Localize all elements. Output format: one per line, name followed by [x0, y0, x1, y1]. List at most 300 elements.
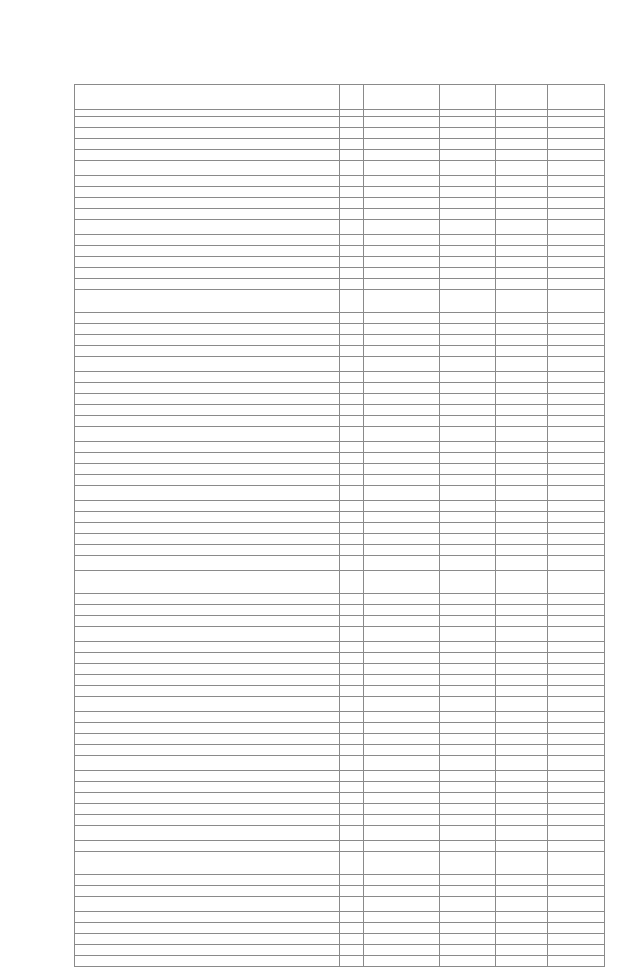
cell-approved: [440, 793, 496, 804]
cell-approved: [440, 501, 496, 512]
cell-classification-code: [364, 486, 440, 501]
cell-classification-code: [364, 464, 440, 475]
cell-name: [75, 475, 340, 486]
cell-approved: [440, 897, 496, 912]
cell-line-code: [340, 826, 364, 841]
cell-classification-code: [364, 405, 440, 416]
cell-classification-code: [364, 394, 440, 405]
cell-name: [75, 150, 340, 161]
cell-line-code: [340, 150, 364, 161]
cell-unexecuted: [548, 534, 605, 545]
cell-unexecuted: [548, 556, 605, 571]
cell-unexecuted: [548, 235, 605, 246]
cell-executed: [496, 534, 548, 545]
cell-classification-code: [364, 117, 440, 128]
cell-approved: [440, 246, 496, 257]
table-row: [75, 128, 605, 139]
cell-approved: [440, 712, 496, 723]
cell-executed: [496, 912, 548, 923]
cell-approved: [440, 756, 496, 771]
table-row: [75, 664, 605, 675]
cell-line-code: [340, 453, 364, 464]
table-row: [75, 324, 605, 335]
cell-name: [75, 594, 340, 605]
table-row: [75, 627, 605, 642]
cell-classification-code: [364, 594, 440, 605]
cell-classification-code: [364, 475, 440, 486]
table-row: [75, 139, 605, 150]
cell-unexecuted: [548, 627, 605, 642]
cell-line-code: [340, 324, 364, 335]
cell-approved: [440, 383, 496, 394]
cell-line-code: [340, 290, 364, 313]
cell-approved: [440, 442, 496, 453]
cell-name: [75, 686, 340, 697]
cell-classification-code: [364, 756, 440, 771]
cell-unexecuted: [548, 150, 605, 161]
cell-approved: [440, 875, 496, 886]
cell-classification-code: [364, 187, 440, 198]
cell-unexecuted: [548, 257, 605, 268]
cell-executed: [496, 745, 548, 756]
cell-approved: [440, 313, 496, 324]
cell-line-code: [340, 642, 364, 653]
column-number: [548, 110, 605, 117]
cell-unexecuted: [548, 405, 605, 416]
cell-name: [75, 605, 340, 616]
table-row: [75, 571, 605, 594]
cell-line-code: [340, 756, 364, 771]
cell-approved: [440, 209, 496, 220]
cell-executed: [496, 675, 548, 686]
cell-classification-code: [364, 826, 440, 841]
cell-line-code: [340, 220, 364, 235]
table-row: [75, 782, 605, 793]
cell-approved: [440, 771, 496, 782]
cell-line-code: [340, 771, 364, 782]
cell-executed: [496, 771, 548, 782]
header-classification-code: [364, 85, 440, 110]
cell-classification-code: [364, 675, 440, 686]
cell-name: [75, 534, 340, 545]
column-number: [340, 110, 364, 117]
table-row: [75, 556, 605, 571]
cell-name: [75, 416, 340, 427]
cell-unexecuted: [548, 220, 605, 235]
cell-unexecuted: [548, 453, 605, 464]
table-row: [75, 642, 605, 653]
cell-unexecuted: [548, 161, 605, 176]
cell-name: [75, 290, 340, 313]
table-row: [75, 675, 605, 686]
table-body: [75, 117, 605, 967]
cell-name: [75, 627, 340, 642]
column-number: [75, 110, 340, 117]
table-row: [75, 464, 605, 475]
cell-name: [75, 512, 340, 523]
cell-unexecuted: [548, 642, 605, 653]
cell-unexecuted: [548, 712, 605, 723]
cell-approved: [440, 934, 496, 945]
cell-unexecuted: [548, 793, 605, 804]
cell-unexecuted: [548, 290, 605, 313]
cell-approved: [440, 745, 496, 756]
table-row: [75, 712, 605, 723]
table-row: [75, 734, 605, 745]
header-approved: [440, 85, 496, 110]
cell-name: [75, 556, 340, 571]
cell-executed: [496, 875, 548, 886]
section-title: [74, 62, 604, 74]
cell-name: [75, 117, 340, 128]
cell-executed: [496, 117, 548, 128]
cell-executed: [496, 642, 548, 653]
cell-line-code: [340, 841, 364, 852]
cell-classification-code: [364, 616, 440, 627]
cell-classification-code: [364, 139, 440, 150]
cell-classification-code: [364, 912, 440, 923]
cell-executed: [496, 453, 548, 464]
cell-approved: [440, 627, 496, 642]
table-row: [75, 268, 605, 279]
table-row: [75, 187, 605, 198]
table-row: [75, 161, 605, 176]
cell-executed: [496, 923, 548, 934]
table-row: [75, 486, 605, 501]
table-row: [75, 416, 605, 427]
cell-approved: [440, 815, 496, 826]
cell-classification-code: [364, 324, 440, 335]
cell-line-code: [340, 571, 364, 594]
cell-approved: [440, 841, 496, 852]
cell-approved: [440, 545, 496, 556]
cell-line-code: [340, 486, 364, 501]
cell-line-code: [340, 616, 364, 627]
cell-classification-code: [364, 841, 440, 852]
cell-name: [75, 486, 340, 501]
cell-name: [75, 220, 340, 235]
cell-executed: [496, 815, 548, 826]
table-column-numbers-row: [75, 110, 605, 117]
cell-name: [75, 405, 340, 416]
cell-name: [75, 886, 340, 897]
cell-name: [75, 923, 340, 934]
cell-executed: [496, 486, 548, 501]
cell-approved: [440, 220, 496, 235]
cell-line-code: [340, 139, 364, 150]
cell-approved: [440, 826, 496, 841]
cell-line-code: [340, 686, 364, 697]
cell-name: [75, 616, 340, 627]
cell-classification-code: [364, 697, 440, 712]
table-row: [75, 290, 605, 313]
cell-line-code: [340, 313, 364, 324]
cell-unexecuted: [548, 139, 605, 150]
cell-line-code: [340, 257, 364, 268]
cell-classification-code: [364, 771, 440, 782]
cell-executed: [496, 826, 548, 841]
cell-executed: [496, 139, 548, 150]
cell-classification-code: [364, 886, 440, 897]
cell-unexecuted: [548, 268, 605, 279]
cell-unexecuted: [548, 653, 605, 664]
cell-classification-code: [364, 512, 440, 523]
cell-classification-code: [364, 723, 440, 734]
cell-unexecuted: [548, 523, 605, 534]
cell-unexecuted: [548, 852, 605, 875]
cell-approved: [440, 324, 496, 335]
table-row: [75, 346, 605, 357]
cell-unexecuted: [548, 804, 605, 815]
cell-name: [75, 235, 340, 246]
cell-executed: [496, 852, 548, 875]
cell-name: [75, 427, 340, 442]
cell-executed: [496, 416, 548, 427]
cell-line-code: [340, 464, 364, 475]
cell-approved: [440, 405, 496, 416]
cell-executed: [496, 723, 548, 734]
cell-classification-code: [364, 934, 440, 945]
cell-executed: [496, 934, 548, 945]
cell-unexecuted: [548, 324, 605, 335]
cell-classification-code: [364, 290, 440, 313]
cell-unexecuted: [548, 605, 605, 616]
cell-executed: [496, 653, 548, 664]
cell-classification-code: [364, 545, 440, 556]
cell-executed: [496, 782, 548, 793]
table-row: [75, 771, 605, 782]
cell-line-code: [340, 279, 364, 290]
cell-unexecuted: [548, 815, 605, 826]
cell-executed: [496, 405, 548, 416]
cell-name: [75, 934, 340, 945]
cell-executed: [496, 198, 548, 209]
cell-classification-code: [364, 571, 440, 594]
cell-line-code: [340, 745, 364, 756]
table-row: [75, 793, 605, 804]
cell-line-code: [340, 117, 364, 128]
cell-approved: [440, 486, 496, 501]
cell-name: [75, 571, 340, 594]
cell-approved: [440, 605, 496, 616]
cell-unexecuted: [548, 886, 605, 897]
cell-unexecuted: [548, 357, 605, 372]
cell-name: [75, 734, 340, 745]
table-row: [75, 150, 605, 161]
cell-approved: [440, 427, 496, 442]
table-row: [75, 897, 605, 912]
cell-unexecuted: [548, 198, 605, 209]
table-row: [75, 335, 605, 346]
cell-executed: [496, 372, 548, 383]
cell-executed: [496, 804, 548, 815]
cell-unexecuted: [548, 383, 605, 394]
cell-approved: [440, 616, 496, 627]
cell-unexecuted: [548, 616, 605, 627]
cell-unexecuted: [548, 512, 605, 523]
cell-line-code: [340, 852, 364, 875]
cell-executed: [496, 442, 548, 453]
table-row: [75, 875, 605, 886]
cell-classification-code: [364, 653, 440, 664]
table-row: [75, 523, 605, 534]
cell-classification-code: [364, 416, 440, 427]
cell-executed: [496, 324, 548, 335]
cell-unexecuted: [548, 187, 605, 198]
table-row: [75, 198, 605, 209]
page-number: [74, 36, 604, 48]
cell-line-code: [340, 934, 364, 945]
cell-name: [75, 782, 340, 793]
cell-name: [75, 279, 340, 290]
cell-executed: [496, 257, 548, 268]
cell-approved: [440, 150, 496, 161]
cell-line-code: [340, 176, 364, 187]
table-row: [75, 804, 605, 815]
cell-name: [75, 675, 340, 686]
cell-executed: [496, 279, 548, 290]
cell-unexecuted: [548, 826, 605, 841]
cell-unexecuted: [548, 686, 605, 697]
cell-line-code: [340, 545, 364, 556]
cell-name: [75, 642, 340, 653]
cell-approved: [440, 161, 496, 176]
cell-approved: [440, 290, 496, 313]
table-row: [75, 686, 605, 697]
cell-unexecuted: [548, 841, 605, 852]
cell-line-code: [340, 793, 364, 804]
cell-approved: [440, 279, 496, 290]
cell-approved: [440, 734, 496, 745]
cell-name: [75, 815, 340, 826]
cell-unexecuted: [548, 394, 605, 405]
cell-executed: [496, 383, 548, 394]
table-row: [75, 934, 605, 945]
cell-line-code: [340, 697, 364, 712]
table-row: [75, 453, 605, 464]
cell-approved: [440, 886, 496, 897]
cell-unexecuted: [548, 313, 605, 324]
table-row: [75, 442, 605, 453]
cell-line-code: [340, 405, 364, 416]
cell-classification-code: [364, 453, 440, 464]
cell-executed: [496, 161, 548, 176]
cell-approved: [440, 128, 496, 139]
cell-approved: [440, 198, 496, 209]
cell-executed: [496, 571, 548, 594]
table-row: [75, 357, 605, 372]
cell-executed: [496, 150, 548, 161]
table-row: [75, 815, 605, 826]
cell-approved: [440, 475, 496, 486]
cell-line-code: [340, 346, 364, 357]
cell-executed: [496, 886, 548, 897]
cell-executed: [496, 209, 548, 220]
cell-name: [75, 209, 340, 220]
cell-approved: [440, 782, 496, 793]
cell-line-code: [340, 394, 364, 405]
cell-line-code: [340, 886, 364, 897]
header-unexecuted: [548, 85, 605, 110]
cell-name: [75, 826, 340, 841]
cell-name: [75, 523, 340, 534]
cell-classification-code: [364, 442, 440, 453]
cell-executed: [496, 956, 548, 967]
cell-line-code: [340, 187, 364, 198]
cell-executed: [496, 475, 548, 486]
table-row: [75, 235, 605, 246]
cell-executed: [496, 605, 548, 616]
cell-line-code: [340, 335, 364, 346]
cell-line-code: [340, 804, 364, 815]
cell-name: [75, 841, 340, 852]
cell-name: [75, 723, 340, 734]
cell-line-code: [340, 475, 364, 486]
cell-line-code: [340, 512, 364, 523]
table-row: [75, 220, 605, 235]
cell-unexecuted: [548, 571, 605, 594]
cell-approved: [440, 664, 496, 675]
cell-classification-code: [364, 313, 440, 324]
cell-approved: [440, 335, 496, 346]
table-row: [75, 176, 605, 187]
cell-line-code: [340, 664, 364, 675]
cell-name: [75, 756, 340, 771]
table-row: [75, 372, 605, 383]
cell-unexecuted: [548, 442, 605, 453]
cell-classification-code: [364, 176, 440, 187]
cell-unexecuted: [548, 427, 605, 442]
cell-name: [75, 335, 340, 346]
cell-executed: [496, 313, 548, 324]
cell-executed: [496, 176, 548, 187]
table-row: [75, 405, 605, 416]
cell-line-code: [340, 523, 364, 534]
cell-name: [75, 346, 340, 357]
table-row: [75, 886, 605, 897]
cell-name: [75, 176, 340, 187]
cell-executed: [496, 346, 548, 357]
cell-approved: [440, 357, 496, 372]
cell-name: [75, 804, 340, 815]
cell-classification-code: [364, 627, 440, 642]
cell-name: [75, 357, 340, 372]
cell-classification-code: [364, 268, 440, 279]
cell-unexecuted: [548, 723, 605, 734]
table-row: [75, 246, 605, 257]
cell-executed: [496, 756, 548, 771]
cell-name: [75, 139, 340, 150]
cell-line-code: [340, 416, 364, 427]
cell-approved: [440, 268, 496, 279]
cell-classification-code: [364, 209, 440, 220]
cell-unexecuted: [548, 279, 605, 290]
table-row: [75, 383, 605, 394]
cell-line-code: [340, 268, 364, 279]
cell-unexecuted: [548, 734, 605, 745]
cell-line-code: [340, 653, 364, 664]
cell-line-code: [340, 605, 364, 616]
cell-executed: [496, 594, 548, 605]
cell-executed: [496, 187, 548, 198]
cell-line-code: [340, 956, 364, 967]
cell-name: [75, 501, 340, 512]
cell-classification-code: [364, 534, 440, 545]
cell-classification-code: [364, 235, 440, 246]
cell-classification-code: [364, 956, 440, 967]
cell-line-code: [340, 923, 364, 934]
cell-classification-code: [364, 523, 440, 534]
